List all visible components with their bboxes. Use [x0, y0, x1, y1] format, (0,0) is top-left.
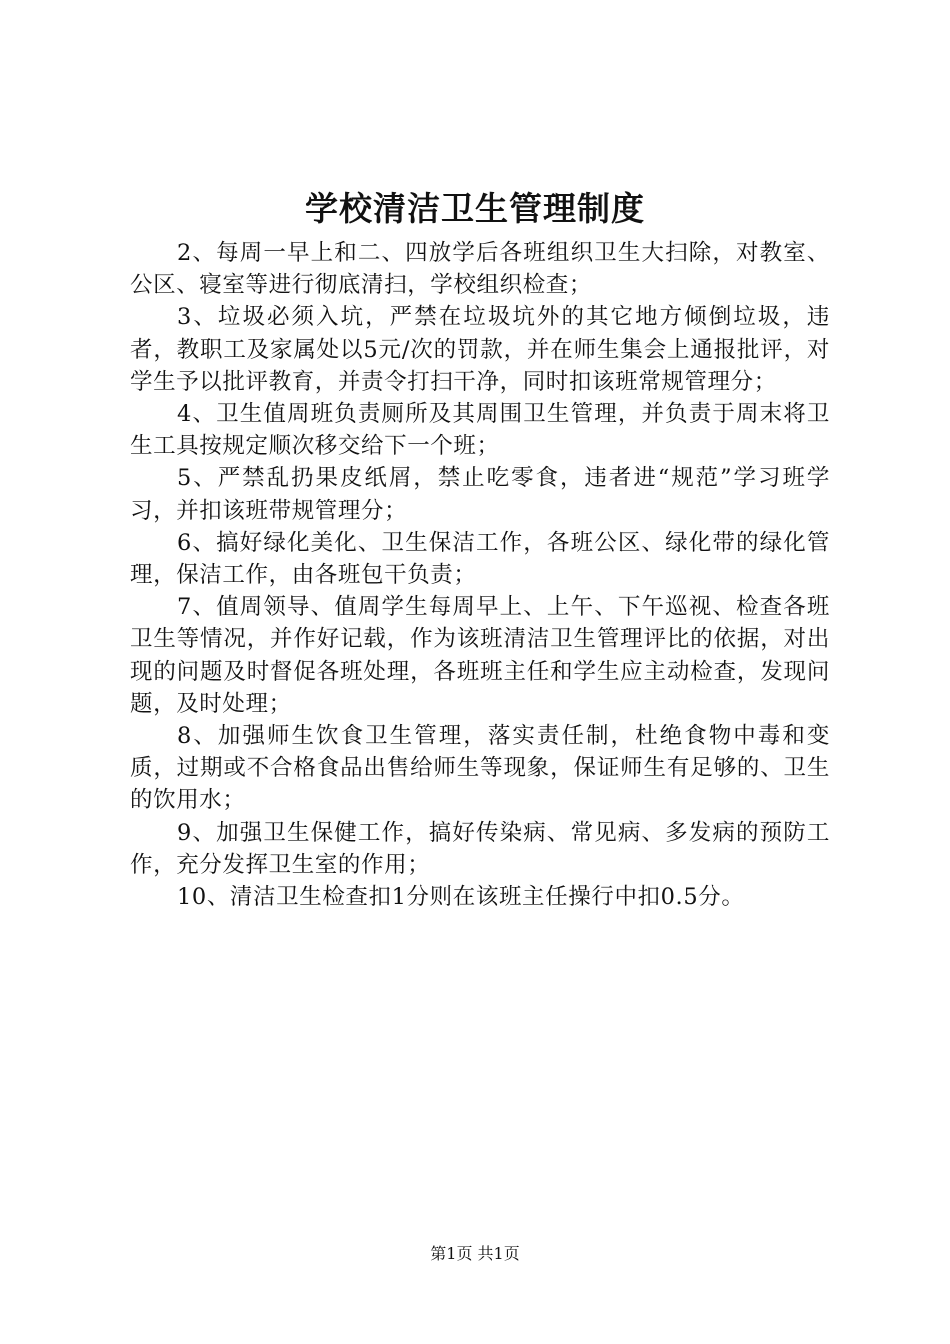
- page-number-footer: 第1页 共1页: [430, 1244, 520, 1263]
- document-title: 学校清洁卫生管理制度: [305, 189, 645, 228]
- paragraph-item-4: 4、卫生值周班负责厕所及其周围卫生管理，并负责于周末将卫生工具按规定顺次移交给下一个班；: [130, 401, 830, 460]
- paragraph-item-7: 7、值周领导、值周学生每周早上、上午、下午巡视、检查各班卫生等情况，并作好记载，作为该班清洁卫生管理评比的依据，对出现的问题及时督促各班处理，各班班主任和学生应主动检查，发现问题，及时处理；: [130, 594, 830, 717]
- paragraph-item-8: 8、加强师生饮食卫生管理，落实责任制，杜绝食物中毒和变质，过期或不合格食品出售给师生等现象，保证师生有足够的、卫生的饮用水；: [130, 723, 830, 814]
- paragraph-item-6: 6、搞好绿化美化、卫生保洁工作，各班公区、绿化带的绿化管理，保洁工作，由各班包干负责；: [130, 529, 830, 589]
- document-body: [130, 237, 830, 913]
- paragraph-item-2: 2、每周一早上和二、四放学后各班组织卫生大扫除，对教室、公区、寝室等进行彻底清扫，学校组织检查；: [130, 240, 830, 299]
- paragraph-item-3: 3、垃圾必须入坑，严禁在垃圾坑外的其它地方倾倒垃圾，违者，教职工及家属处以5元/次的罚款，并在师生集会上通报批评，对学生予以批评教育，并责令打扫干净，同时扣该班常规管理分；: [130, 304, 830, 395]
- paragraph-item-9: 9、加强卫生保健工作，搞好传染病、常见病、多发病的预防工作，充分发挥卫生室的作用；: [130, 819, 830, 878]
- paragraph-item-5: 5、严禁乱扔果皮纸屑，禁止吃零食，违者进“规范”学习班学习，并扣该班带规管理分；: [130, 465, 830, 524]
- paragraph-item-10: 10、清洁卫生检查扣1分则在该班主任操行中扣0.5分。: [177, 884, 745, 911]
